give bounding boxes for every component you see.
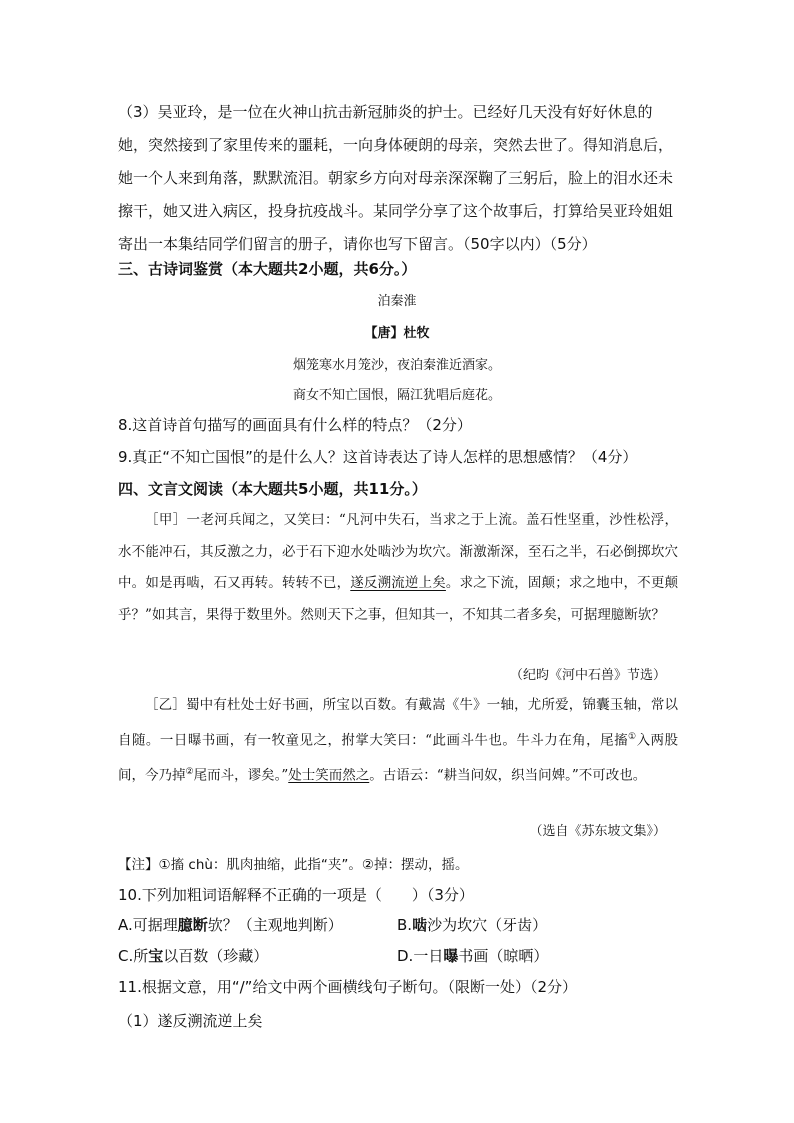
footnote-marker-2: ②	[185, 766, 194, 777]
option-a-bold: 臆断	[177, 916, 208, 934]
option-c-pre: C.所	[118, 947, 149, 965]
jia-text-part2: 。求之下流，固颠；求之地中，不更颠乎？”如其言，果得于数里外。然则天下之事，但知其一，不知其二者多矣，可据理臆断欤？	[118, 575, 679, 623]
jia-source: （纪昀《河中石兽》节选）	[509, 668, 666, 683]
option-a-pre: A.可据理	[118, 916, 178, 934]
poem-line-1: 烟笼寒水月笼沙，夜泊秦淮近酒家。	[292, 358, 501, 373]
option-b	[397, 914, 547, 935]
option-c	[118, 945, 268, 966]
yi-text-part3: 尾而斗，谬矣。”	[193, 767, 289, 783]
option-b-pre: B.	[397, 916, 413, 934]
classical-text-jia	[118, 505, 678, 631]
option-d	[397, 945, 548, 966]
yi-text-part2: 入两股间，今乃掉	[118, 732, 678, 783]
option-d-post: 书画（晾晒）	[458, 947, 549, 965]
footnote-marker-1: ①	[628, 731, 637, 742]
yi-text-part4: 。古语云：“耕当问奴，织当问婢。”不可改也。	[369, 767, 647, 783]
section-3-heading: 三、古诗词鉴赏（本大题共2小题，共6分。）	[118, 260, 417, 278]
classical-text-yi	[118, 690, 678, 792]
jia-underlined-sentence: 遂反溯流逆上矣	[350, 575, 446, 591]
option-d-bold: 曝	[443, 947, 459, 965]
option-d-pre: D.一日	[397, 947, 444, 965]
question-3-text: （3）吴亚玲，是一位在火神山抗击新冠肺炎的护士。已经好几天没有好好休息的她，突然接到了家里传来的噩耗，一向身体硬朗的母亲，突然去世了。得知消息后，她一个人来到角落，默默流泪。朝家乡方向对母亲深深鞠了三躬后，脸上的泪水还未擦干，她又进入病区，投身抗疫战斗。某同学分享了这个故事后，打算给吴亚玲姐姐寄出一本集结同学们留言的册子，请你也写下留言。（50字以内）（5分）	[118, 103, 674, 253]
question-10: 10.下列加粗词语解释不正确的一项是（ ）（3分）	[118, 886, 474, 904]
question-11-item-1: （1）遂反溯流逆上矣	[118, 1012, 263, 1030]
annotation-note: 【注】①搐 chù：肌肉抽缩，此指“夹”。②掉：摆动，摇。	[118, 857, 469, 873]
option-a	[118, 914, 343, 935]
question-9: 9.真正“不知亡国恨”的是什么人？这首诗表达了诗人怎样的思想感情？（4分）	[118, 448, 638, 466]
yi-text-part1: ［乙］蜀中有杜处士好书画，所宝以百数。有戴嵩《牛》一轴，尤所爱，锦囊玉轴，常以自随。一日曝书画，有一牧童见之，拊掌大笑曰：“此画斗牛也。牛斗力在角，尾搐	[118, 697, 678, 748]
option-a-post: 欤？（主观地判断）	[207, 916, 343, 934]
section-4-heading: 四、文言文阅读（本大题共5小题，共11分。）	[118, 480, 427, 498]
option-c-bold: 宝	[148, 947, 164, 965]
question-11: 11.根据文意，用“/”给文中两个画横线句子断句。（限断一处）（2分）	[118, 978, 577, 996]
option-c-post: 以百数（珍藏）	[163, 947, 269, 965]
yi-source: （选自《苏东坡文集》）	[529, 824, 666, 839]
question-8: 8.这首诗首句描写的画面具有什么样的特点？（2分）	[118, 416, 472, 434]
poem-line-2: 商女不知亡国恨，隔江犹唱后庭花。	[292, 388, 501, 403]
jia-text-part1: ［甲］一老河兵闻之，又笑曰：“凡河中失石，当求之于上流。盖石性坚重，沙性松浮，水不能冲石，其反激之力，必于石下迎水处啮沙为坎穴。渐激渐深，至石之半，石必倒掷坎穴中。如是再啮，石又再转。转转不已，	[118, 512, 678, 591]
yi-underlined-sentence: 处士笑而然之	[288, 767, 370, 783]
poem-author: 【唐】杜牧	[364, 326, 430, 341]
option-b-post: 沙为坎穴（牙齿）	[427, 916, 548, 934]
poem-title: 泊秦淮	[377, 294, 417, 309]
option-b-bold: 啮	[412, 916, 428, 934]
